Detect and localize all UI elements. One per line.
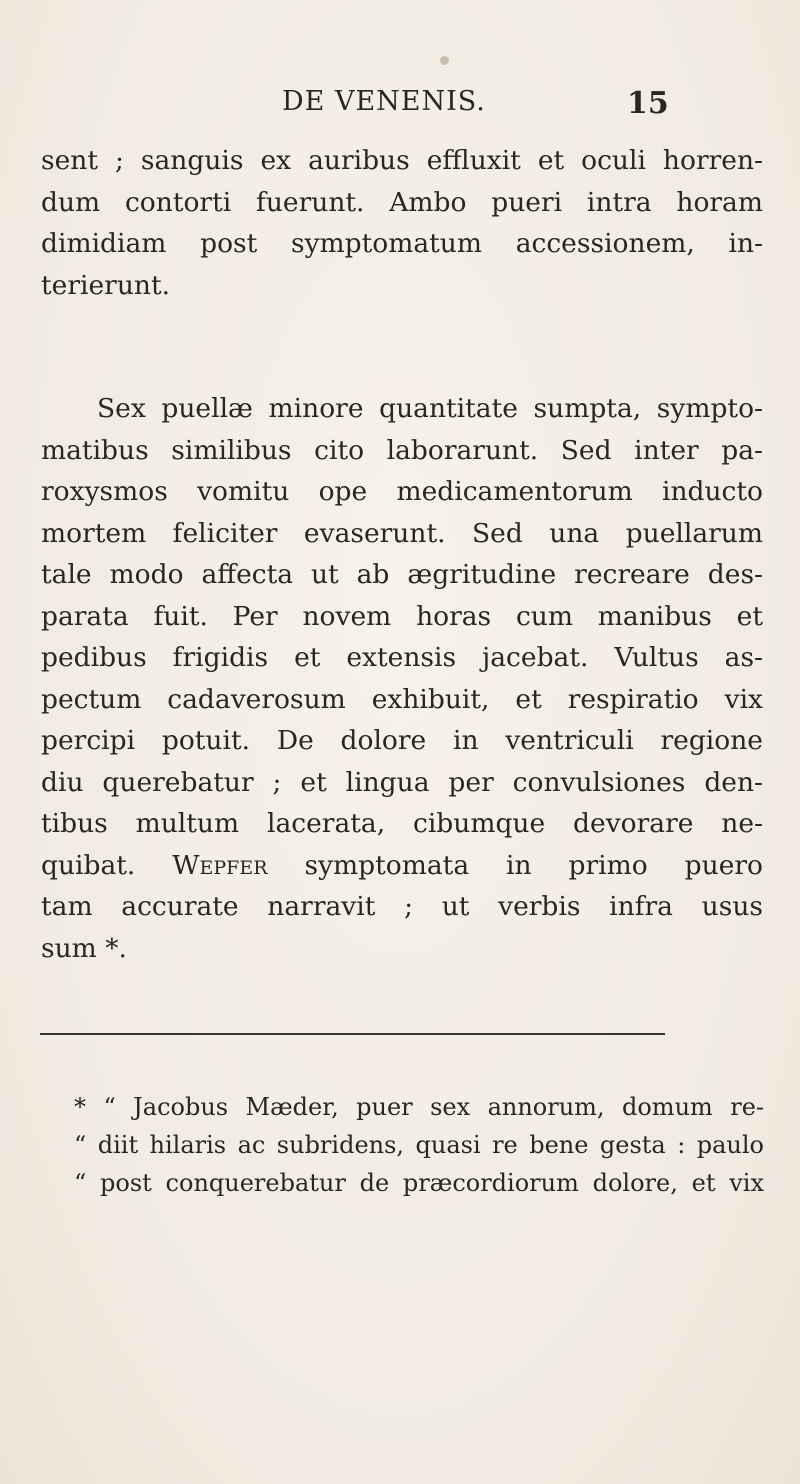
text-line: dimidiam post symptomatum accessionem, in-: [41, 228, 763, 259]
page-number: 15: [627, 86, 669, 121]
text-line: tale modo affecta ut ab ægritudine recreare des-: [41, 559, 763, 590]
paragraph-2: [41, 388, 763, 969]
text-line: pectum cadaverosum exhibuit, et respiratio vix: [41, 683, 763, 715]
text-line: diu querebatur ; et lingua per convulsiones den-: [41, 766, 763, 798]
footnote-line: * “ Jacobus Mæder, puer sex annorum, domum re-: [74, 1093, 764, 1121]
footnote-rule: [40, 1033, 665, 1035]
paragraph-1: [41, 140, 763, 306]
text-line: tibus multum lacerata, cibumque devorare ne-: [41, 808, 763, 839]
text-line: Sex puellæ minore quantitate sumpta, sympto-: [97, 393, 763, 424]
text-line: tam accurate narravit ; ut verbis infra usus: [41, 891, 763, 922]
text-line: dum contorti fuerunt. Ambo pueri intra horam: [41, 186, 763, 218]
text-line: terierunt.: [41, 269, 171, 301]
line-fragment: symptomata in primo puero: [267, 849, 763, 881]
ink-blot: [440, 56, 449, 65]
text-line-wepfer: [41, 845, 763, 887]
text-line: sent ; sanguis ex auribus effluxit et oculi horren-: [41, 145, 763, 176]
running-head-title: DE VENENIS.: [282, 86, 486, 117]
line-fragment: quibat.: [41, 849, 173, 881]
text-line: matibus similibus cito laborarunt. Sed inter pa-: [41, 434, 763, 466]
footnote-line: “ post conquerebatur de præcordiorum dolore, et vix: [74, 1169, 764, 1197]
text-line: mortem feliciter evaserunt. Sed una puellarum: [41, 517, 763, 549]
author-name-wepfer: Wepfer: [172, 849, 268, 881]
text-line: parata fuit. Per novem horas cum manibus et: [41, 600, 763, 632]
footnote-line: “ diit hilaris ac subridens, quasi re bene gesta : paulo: [74, 1131, 764, 1159]
text-line: percipi potuit. De dolore in ventriculi regione: [41, 725, 763, 756]
text-line: pedibus frigidis et extensis jacebat. Vultus as-: [41, 642, 763, 673]
text-line: sum *.: [41, 932, 127, 964]
footnote: [74, 1088, 764, 1202]
text-line: roxysmos vomitu ope medicamentorum inducto: [41, 476, 763, 507]
running-head: [0, 86, 800, 126]
